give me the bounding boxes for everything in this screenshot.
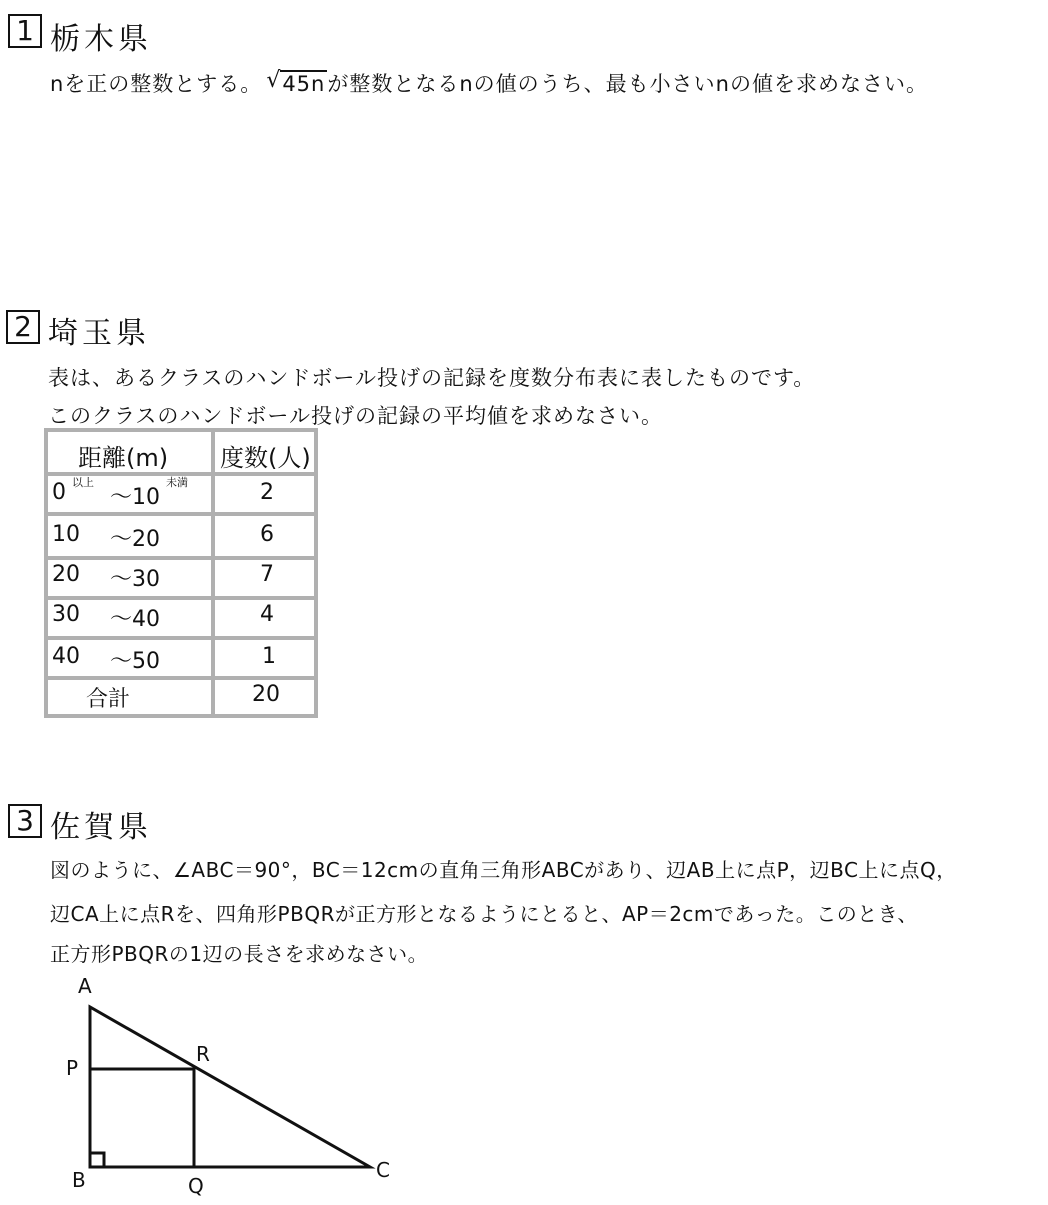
label-q: Q: [188, 1174, 204, 1198]
label-c: C: [376, 1158, 390, 1182]
table-total-row: [48, 676, 314, 716]
row-to: ～50: [110, 649, 160, 674]
square-pbqr: [90, 1069, 194, 1167]
triangle-diagram: [50, 965, 470, 1205]
problem-1-prefecture: 栃木県: [50, 22, 152, 57]
table-row: [48, 556, 314, 600]
problem-2-line-1: 表は、あるクラスのハンドボール投げの記録を度数分布表に表したものです。: [48, 366, 816, 390]
frequency-table: [44, 428, 318, 718]
above-label: 以上: [72, 476, 94, 489]
problem-2-prefecture: 埼玉県: [48, 316, 150, 351]
problem-3-line-2: 辺CA上に点Rを、四角形PBQRが正方形となるようにとると、AP＝2cmであった。このとき、: [50, 902, 918, 926]
row-to: ～20: [110, 527, 160, 552]
problem-1-text-before: nを正の整数とする。: [50, 72, 263, 96]
row-count: 7: [260, 562, 274, 587]
sqrt-expression: √ 45n: [280, 70, 327, 96]
problem-1-number: 1: [8, 14, 42, 48]
problem-1-text-after: が整数となるnの値のうち、最も小さいnの値を求めなさい。: [327, 72, 928, 96]
label-b: B: [72, 1168, 86, 1192]
total-value: 20: [252, 682, 280, 707]
header-distance: 距離(m): [78, 444, 169, 472]
row-count: 6: [260, 522, 274, 547]
header-frequency: 度数(人): [220, 444, 311, 472]
table-row: [48, 516, 314, 560]
row-to: ～40: [110, 607, 160, 632]
right-angle-mark: [90, 1153, 104, 1167]
label-r: R: [196, 1042, 210, 1066]
triangle-abc: [90, 1007, 370, 1167]
problem-3-prefecture: 佐賀県: [50, 810, 152, 845]
label-a: A: [78, 974, 92, 998]
row-to: ～30: [110, 567, 160, 592]
problem-2-line-2: このクラスのハンドボール投げの記録の平均値を求めなさい。: [48, 404, 663, 428]
row-count: 4: [260, 602, 274, 627]
problem-2-number: 2: [6, 310, 40, 344]
table-row: [48, 636, 314, 680]
row-from: 30: [52, 602, 80, 627]
row-from: 10: [52, 522, 80, 547]
table-header-row: [48, 432, 314, 476]
row-count: 1: [262, 644, 276, 669]
row-from: 20: [52, 562, 80, 587]
row-from: 40: [52, 644, 80, 669]
row-from: 0: [52, 480, 66, 505]
below-label: 未満: [166, 476, 188, 489]
problem-3-number: 3: [8, 804, 42, 838]
table-row: [48, 596, 314, 640]
label-p: P: [66, 1056, 79, 1080]
row-to: ～10: [110, 485, 160, 510]
problem-3-line-3: 正方形PBQRの1辺の長さを求めなさい。: [50, 942, 429, 966]
row-count: 2: [260, 480, 274, 505]
problem-3-line-1: 図のように、∠ABC＝90°，BC＝12cmの直角三角形ABCがあり、辺AB上に点P，辺BC上に点Q，: [50, 858, 957, 882]
problem-1-text: [50, 68, 928, 98]
table-row: [48, 472, 314, 516]
total-label: 合計: [86, 687, 131, 712]
